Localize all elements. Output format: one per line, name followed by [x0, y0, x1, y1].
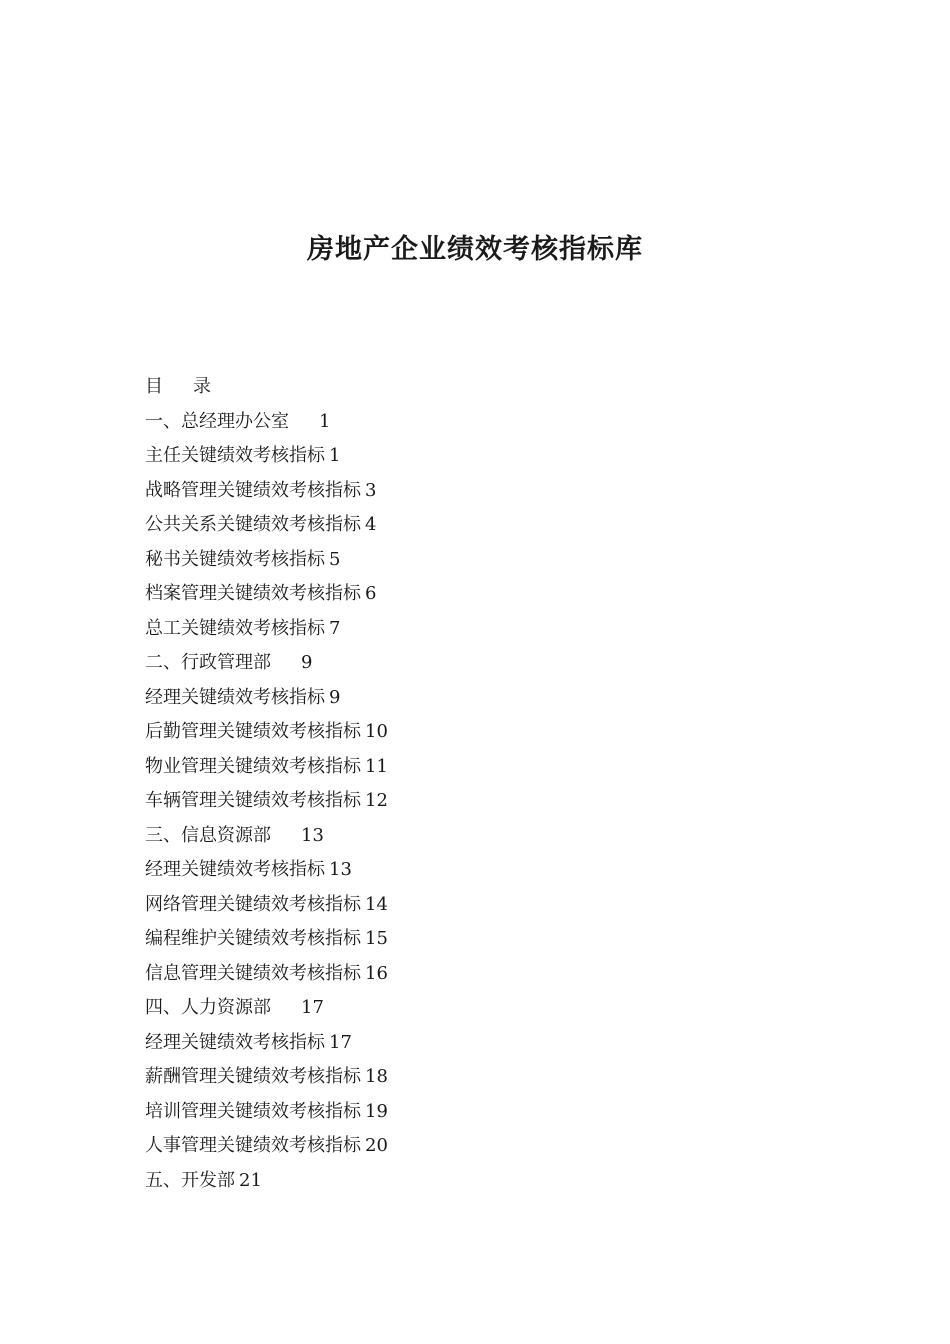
toc-item-entry[interactable]	[145, 612, 745, 647]
toc-entry-label: 五、开发部	[145, 1169, 235, 1191]
toc-item-entry[interactable]	[145, 543, 745, 578]
toc-item-entry[interactable]	[145, 577, 745, 612]
toc-item-entry[interactable]	[145, 957, 745, 992]
toc-entry-label: 四、人力资源部	[145, 997, 271, 1018]
toc-entry-page-number: 10	[365, 721, 388, 742]
toc-item-entry[interactable]	[145, 508, 745, 543]
toc-entry-label: 一、总经理办公室	[145, 410, 289, 432]
toc-entry-label: 三、信息资源部	[145, 824, 271, 846]
toc-entry-page-number: 1	[319, 410, 331, 432]
toc-entry-page-number: 17	[329, 1031, 352, 1053]
toc-entry-label: 人事管理关键绩效考核指标	[145, 1135, 361, 1156]
toc-section-entry[interactable]	[145, 819, 745, 854]
toc-entry-label: 经理关键绩效考核指标	[145, 686, 325, 708]
toc-entry-page-number: 16	[365, 962, 388, 984]
toc-entry-page-number: 19	[365, 1100, 388, 1122]
toc-item-entry[interactable]	[145, 715, 745, 750]
toc-entry-page-number: 4	[365, 514, 377, 535]
toc-entry-label: 经理关键绩效考核指标	[145, 859, 325, 880]
toc-item-entry[interactable]	[145, 681, 745, 716]
toc-entry-page-number: 17	[301, 997, 324, 1018]
toc-entry-page-number: 9	[301, 652, 313, 673]
toc-item-entry[interactable]	[145, 1026, 745, 1061]
toc-entry-label: 总工关键绩效考核指标	[145, 617, 325, 639]
table-of-contents	[145, 370, 745, 1198]
toc-entry-label: 车辆管理关键绩效考核指标	[145, 790, 361, 811]
toc-entry-page-number: 3	[365, 479, 377, 501]
toc-entry-label: 经理关键绩效考核指标	[145, 1031, 325, 1053]
toc-item-entry[interactable]	[145, 1129, 745, 1164]
toc-entry-page-number: 11	[365, 755, 388, 777]
toc-item-entry[interactable]	[145, 439, 745, 474]
toc-entry-label: 公共关系关键绩效考核指标	[145, 514, 361, 535]
toc-entry-label: 战略管理关键绩效考核指标	[145, 479, 361, 501]
toc-entry-page-number: 1	[329, 445, 341, 466]
toc-entry-page-number: 9	[329, 686, 341, 708]
toc-entry-label: 薪酬管理关键绩效考核指标	[145, 1066, 361, 1087]
toc-entry-page-number: 20	[365, 1135, 388, 1156]
toc-entry-label: 秘书关键绩效考核指标	[145, 548, 325, 570]
toc-entry-page-number: 13	[329, 859, 352, 880]
toc-entry-page-number: 15	[365, 928, 388, 949]
toc-heading-left: 目	[145, 376, 163, 397]
toc-item-entry[interactable]	[145, 474, 745, 509]
toc-list	[145, 405, 745, 1199]
toc-entry-page-number: 5	[329, 548, 341, 570]
toc-entry-label: 物业管理关键绩效考核指标	[145, 755, 361, 777]
toc-entry-page-number: 12	[365, 790, 388, 811]
toc-item-entry[interactable]	[145, 784, 745, 819]
toc-section-entry[interactable]	[145, 646, 745, 681]
toc-entry-label: 编程维护关键绩效考核指标	[145, 928, 361, 949]
toc-entry-label: 后勤管理关键绩效考核指标	[145, 721, 361, 742]
toc-item-entry[interactable]	[145, 922, 745, 957]
toc-entry-label: 信息管理关键绩效考核指标	[145, 962, 361, 984]
toc-item-entry[interactable]	[145, 853, 745, 888]
toc-section-entry[interactable]	[145, 1164, 745, 1199]
toc-item-entry[interactable]	[145, 1095, 745, 1130]
toc-entry-page-number: 14	[365, 893, 388, 915]
toc-section-entry[interactable]	[145, 405, 745, 440]
toc-entry-page-number: 18	[365, 1066, 388, 1087]
toc-item-entry[interactable]	[145, 750, 745, 785]
toc-entry-page-number: 21	[239, 1169, 262, 1191]
toc-entry-label: 培训管理关键绩效考核指标	[145, 1100, 361, 1122]
toc-entry-page-number: 13	[301, 824, 324, 846]
toc-heading-right: 录	[193, 376, 211, 397]
toc-heading	[145, 370, 745, 405]
toc-entry-label: 主任关键绩效考核指标	[145, 445, 325, 466]
toc-entry-page-number: 7	[329, 617, 341, 639]
toc-entry-page-number: 6	[365, 583, 377, 604]
toc-item-entry[interactable]	[145, 1060, 745, 1095]
toc-entry-label: 档案管理关键绩效考核指标	[145, 583, 361, 604]
toc-entry-label: 网络管理关键绩效考核指标	[145, 893, 361, 915]
toc-entry-label: 二、行政管理部	[145, 652, 271, 673]
document-title: 房地产企业绩效考核指标库	[307, 234, 643, 265]
toc-section-entry[interactable]	[145, 991, 745, 1026]
toc-item-entry[interactable]	[145, 888, 745, 923]
